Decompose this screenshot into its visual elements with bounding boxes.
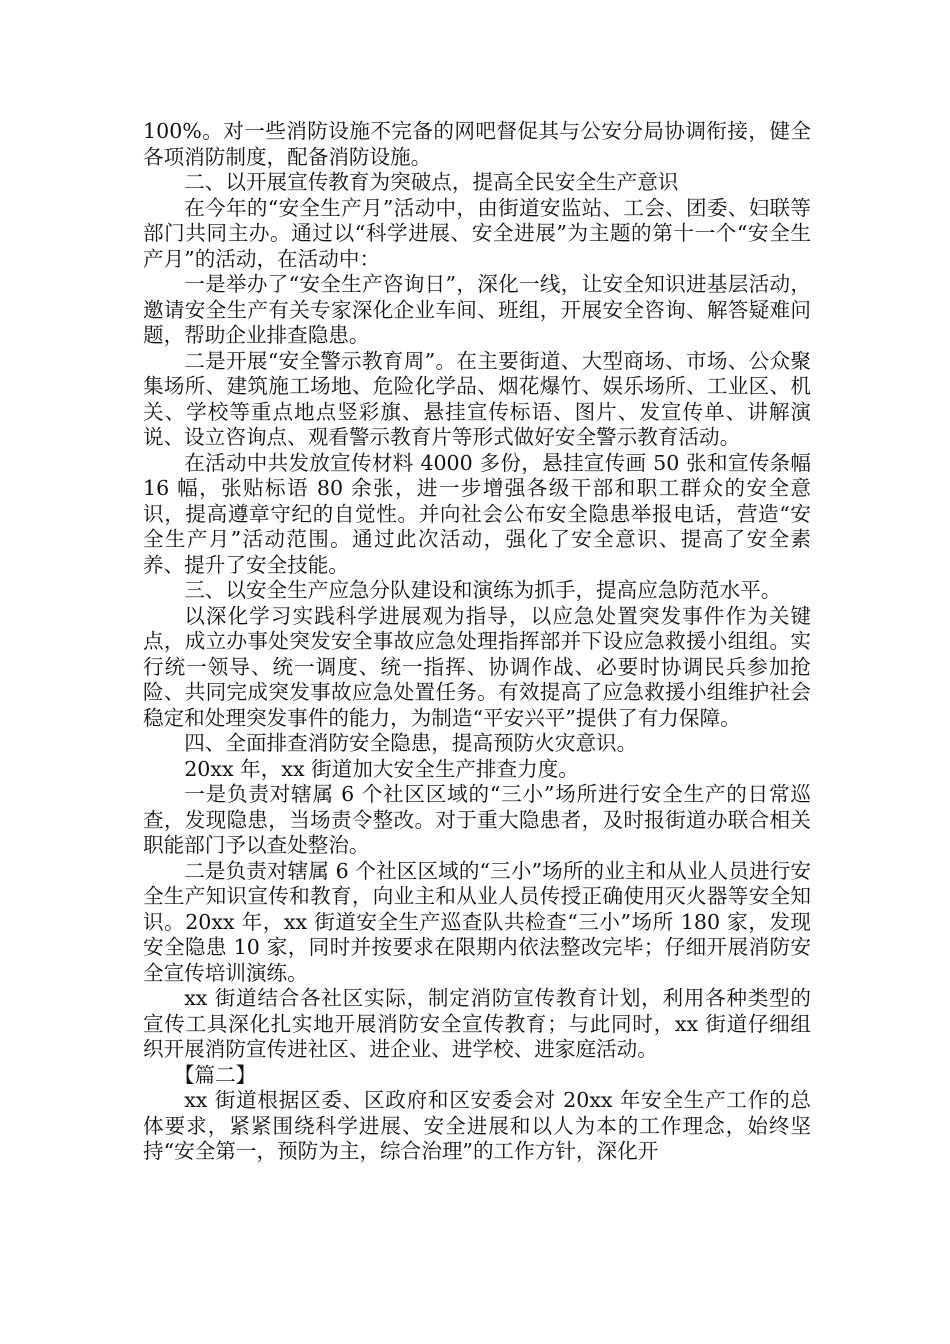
paragraph-13: xx 街道结合各社区实际，制定消防宣传教育计划，利用各种类型的宣传工具深化扎实地开展消防安全宣传教育；与此同时，xx 街道仔细组织开展消防宣传进社区、进企业、进学校、进家庭活动。	[143, 986, 811, 1061]
section-label-part-two: 【篇二】	[173, 1062, 257, 1087]
paragraph-8: 以深化学习实践科学进展观为指导，以应急处置突发事件作为关键点，成立办事处突发安全事故应急处理指挥部并下设应急救援小组组。实行统一领导、统一调度、统一指挥、协调作战、必要时协调民兵参加抢险、共同完成突发事故应急处置任务。有效提高了应急救援小组维护社会稳定和处理突发事件的能力，为制造“平安兴平”提供了有力保障。	[143, 603, 811, 730]
paragraph-10: 20xx 年，xx 街道加大安全生产排查力度。	[184, 756, 579, 781]
document-body	[143, 119, 811, 1165]
paragraph-12: 二是负责对辖属 6 个社区区域的“三小”场所的业主和从业人员进行安全生产知识宣传和教育，向业主和从业人员传授正确使用灭火器等安全知识。20xx 年，xx 街道安全生产巡查队共检查“三小”场所 180 家，发现安全隐患 10 家，同时并按要求在限期内依法整改完毕；仔细开展消防安全宣传培训演练。	[143, 858, 811, 985]
paragraph-11: 一是负责对辖属 6 个社区区域的“三小”场所进行安全生产的日常巡查，发现隐患，当场责令整改。对于重大隐患者，及时报街道办联合相关职能部门予以查处整治。	[143, 782, 811, 857]
section-heading-4: 四、全面排查消防安全隐患，提高预防火灾意识。	[184, 731, 638, 755]
paragraph-1: 100%。对一些消防设施不完备的网吧督促其与公安分局协调衔接，健全各项消防制度，配备消防设施。	[143, 119, 811, 169]
paragraph-5: 二是开展“安全警示教育周”。在主要街道、大型商场、市场、公众聚集场所、建筑施工场地、危险化学品、烟花爆竹、娱乐场所、工业区、机关、学校等重点地点竖彩旗、悬挂宣传标语、图片、发宣传单、讲解演说、设立咨询点、观看警示教育片等形式做好安全警示教育活动。	[143, 348, 811, 449]
paragraph-15: xx 街道根据区委、区政府和区安委会对 20xx 年安全生产工作的总体要求，紧紧围绕科学进展、安全进展和以人为本的工作理念，始终坚持“安全第一，预防为主，综合治理”的工作方针，深化开	[143, 1088, 811, 1163]
section-heading-3: 三、以安全生产应急分队建设和演练为抓手，提高应急防范水平。	[184, 578, 782, 602]
paragraph-6: 在活动中共发放宣传材料 4000 多份，悬挂宣传画 50 张和宣传条幅 16 幅，张贴标语 80 余张，进一步增强各级干部和职工群众的安全意识，提高遵章守纪的自觉性。并向社会公布安全隐患举报电话，营造“安全生产月”活动范围。通过此次活动，强化了安全意识、提高了安全素养、提升了安全技能。	[143, 450, 811, 577]
paragraph-3: 在今年的“安全生产月”活动中，由街道安监站、工会、团委、妇联等部门共同主办。通过以“科学进展、安全进展”为主题的第十一个“安全生产月”的活动，在活动中：	[143, 195, 811, 271]
section-heading-2: 二、以开展宣传教育为突破点，提高全民安全生产意识	[184, 170, 679, 194]
paragraph-4: 一是举办了“安全生产咨询日”，深化一线，让安全知识进基层活动，邀请安全生产有关专家深化企业车间、班组，开展安全咨询、解答疑难问题，帮助企业排查隐患。	[143, 272, 811, 347]
